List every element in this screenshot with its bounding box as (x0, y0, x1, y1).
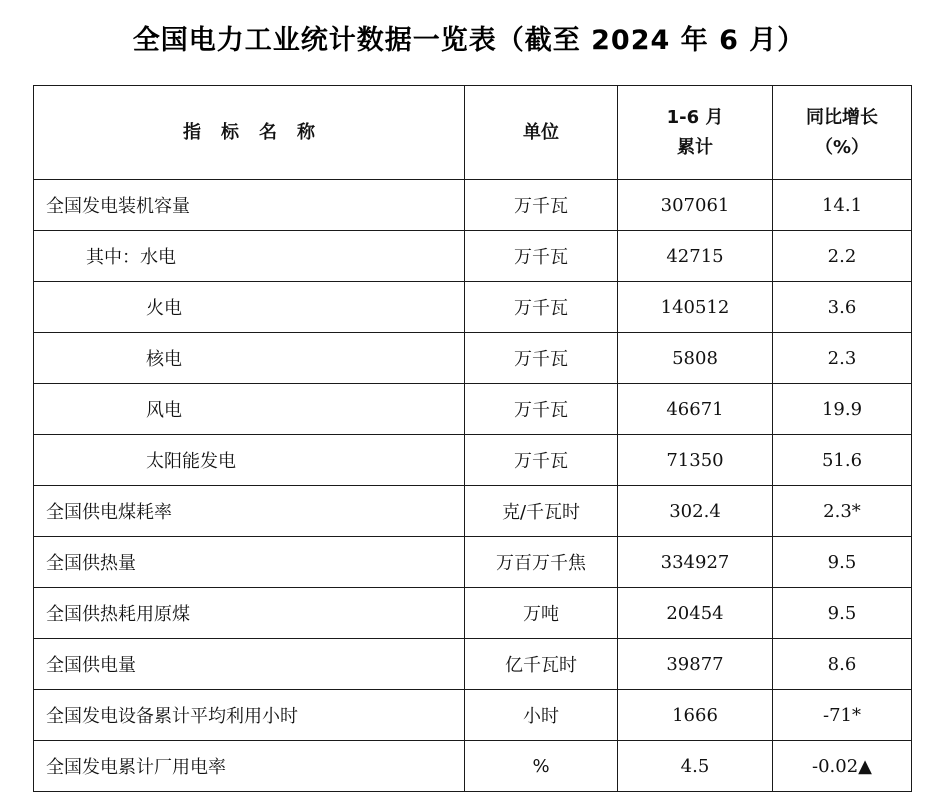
cumulative-value-cell: 46671 (618, 384, 773, 435)
cumulative-value-cell: 71350 (618, 435, 773, 486)
table-row (34, 435, 912, 486)
unit-cell: 万千瓦 (465, 180, 618, 231)
header-unit (465, 86, 618, 180)
cumulative-value-cell: 140512 (618, 282, 773, 333)
indicator-name-cell: 全国供电煤耗率 (34, 486, 465, 537)
indicator-name-cell: 全国发电设备累计平均利用小时 (34, 690, 465, 741)
yoy-growth-cell: 19.9 (773, 384, 912, 435)
unit-cell: 万百万千焦 (465, 537, 618, 588)
indicator-name-cell: 火电 (34, 282, 465, 333)
header-yoy-growth (773, 86, 912, 180)
unit-cell: 万千瓦 (465, 384, 618, 435)
cumulative-value-cell: 4.5 (618, 741, 773, 792)
table-body (34, 180, 912, 792)
unit-cell: 万千瓦 (465, 231, 618, 282)
table-row (34, 282, 912, 333)
unit-cell: % (465, 741, 618, 792)
yoy-growth-cell: 8.6 (773, 639, 912, 690)
indicator-name-cell: 全国供热量 (34, 537, 465, 588)
unit-cell: 万千瓦 (465, 435, 618, 486)
header-indicator-name-label: 指标名称 (183, 121, 335, 143)
table-row (34, 384, 912, 435)
yoy-growth-cell: 9.5 (773, 588, 912, 639)
unit-cell: 亿千瓦时 (465, 639, 618, 690)
yoy-growth-cell: 2.3 (773, 333, 912, 384)
table-row (34, 333, 912, 384)
yoy-growth-cell: 3.6 (773, 282, 912, 333)
yoy-growth-cell: -0.02▲ (773, 741, 912, 792)
header-yoy-label: 同比增长 (806, 106, 878, 128)
indicator-name-cell: 其中：水电 (34, 231, 465, 282)
cumulative-value-cell: 1666 (618, 690, 773, 741)
table-header-row (34, 86, 912, 180)
indicator-name-cell: 全国发电装机容量 (34, 180, 465, 231)
unit-cell: 万千瓦 (465, 282, 618, 333)
table-row (34, 180, 912, 231)
unit-cell: 克/千瓦时 (465, 486, 618, 537)
table-row (34, 741, 912, 792)
indicator-name-cell: 核电 (34, 333, 465, 384)
cumulative-value-cell: 302.4 (618, 486, 773, 537)
header-unit-label: 单位 (523, 121, 559, 143)
indicator-name-cell: 风电 (34, 384, 465, 435)
yoy-growth-cell: 51.6 (773, 435, 912, 486)
header-yoy-unit: （%） (814, 136, 870, 158)
yoy-growth-cell: 9.5 (773, 537, 912, 588)
header-indicator-name (34, 86, 465, 180)
header-cumulative-period: 1-6 月 (666, 106, 724, 128)
indicator-name-cell: 全国供热耗用原煤 (34, 588, 465, 639)
yoy-growth-cell: 2.2 (773, 231, 912, 282)
unit-cell: 小时 (465, 690, 618, 741)
table-row (34, 690, 912, 741)
header-cumulative-label: 累计 (677, 136, 713, 158)
header-cumulative (618, 86, 773, 180)
indicator-name-cell: 全国供电量 (34, 639, 465, 690)
page-title: 全国电力工业统计数据一览表（截至 2024 年 6 月） (132, 25, 806, 56)
yoy-growth-cell: 14.1 (773, 180, 912, 231)
yoy-growth-cell: -71* (773, 690, 912, 741)
cumulative-value-cell: 307061 (618, 180, 773, 231)
cumulative-value-cell: 5808 (618, 333, 773, 384)
cumulative-value-cell: 39877 (618, 639, 773, 690)
table-row (34, 639, 912, 690)
cumulative-value-cell: 334927 (618, 537, 773, 588)
table-row (34, 537, 912, 588)
unit-cell: 万吨 (465, 588, 618, 639)
yoy-growth-cell: 2.3* (773, 486, 912, 537)
table-row (34, 486, 912, 537)
unit-cell: 万千瓦 (465, 333, 618, 384)
statistics-table (33, 85, 912, 792)
cumulative-value-cell: 42715 (618, 231, 773, 282)
indicator-name-cell: 全国发电累计厂用电率 (34, 741, 465, 792)
table-row (34, 231, 912, 282)
table-row (34, 588, 912, 639)
cumulative-value-cell: 20454 (618, 588, 773, 639)
indicator-name-cell: 太阳能发电 (34, 435, 465, 486)
